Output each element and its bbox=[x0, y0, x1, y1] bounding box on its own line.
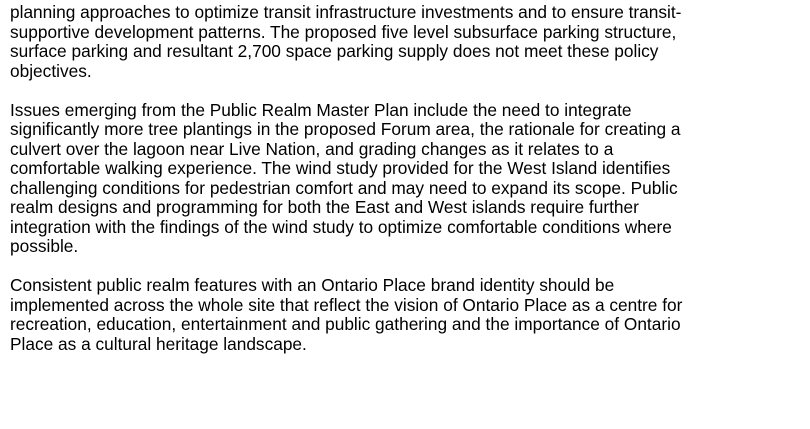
text-line: possible. bbox=[10, 236, 79, 256]
paragraph-public-realm-issues bbox=[10, 101, 800, 257]
text-line: Place as a cultural heritage landscape. bbox=[10, 333, 307, 354]
paragraph-gap bbox=[10, 81, 800, 101]
text-line: Consistent public realm features with an Ontario Place brand identity should be bbox=[10, 275, 615, 295]
text-line: supportive development patterns. The proposed five level subsurface parking structure, bbox=[10, 21, 677, 42]
text-line: objectives. bbox=[10, 60, 92, 81]
paragraph-transit-parking bbox=[10, 3, 800, 81]
text-line: implemented across the whole site that reflect the vision of Ontario Place as a centre for bbox=[10, 294, 683, 315]
paragraph-gap bbox=[10, 257, 800, 277]
text-line: culvert over the lagoon near Live Nation, and grading changes as it relates to a bbox=[10, 138, 614, 159]
text-line: surface parking and resultant 2,700 space parking supply does not meet these policy bbox=[10, 41, 659, 61]
text-line: Issues emerging from the Public Realm Master Plan include the need to integrate bbox=[10, 99, 632, 120]
text-line: challenging conditions for pedestrian comfort and may need to expand its scope. Public bbox=[10, 177, 678, 198]
text-line: planning approaches to optimize transit infrastructure investments and to ensure transit- bbox=[10, 2, 682, 22]
text-line: realm designs and programming for both the East and West islands require further bbox=[10, 197, 639, 217]
text-line: significantly more tree plantings in the proposed Forum area, the rationale for creating a bbox=[10, 119, 681, 139]
text-line: recreation, education, entertainment and public gathering and the importance of Ontario bbox=[10, 314, 681, 334]
document-page bbox=[10, 3, 800, 354]
text-line: integration with the findings of the wind study to optimize comfortable conditions where bbox=[10, 216, 672, 237]
paragraph-brand-identity bbox=[10, 276, 800, 354]
text-line: comfortable walking experience. The wind study provided for the West Island identifies bbox=[10, 158, 671, 178]
